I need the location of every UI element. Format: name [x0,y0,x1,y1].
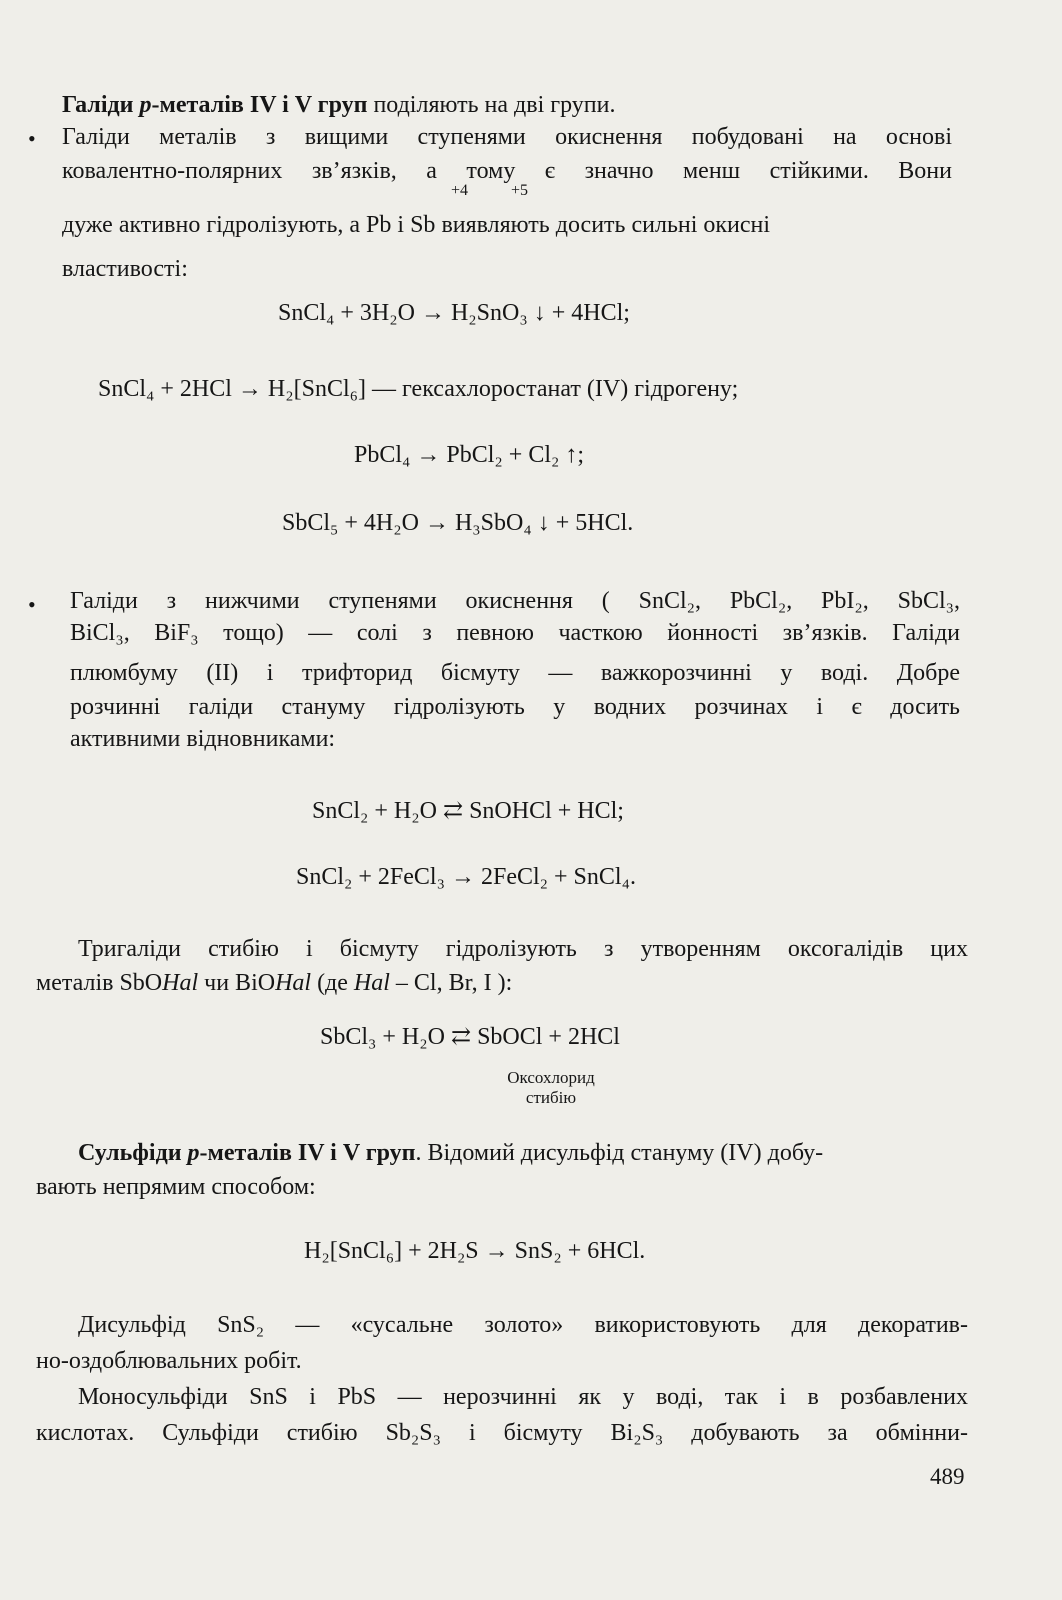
bullet1-line1: Галіди металів з вищими ступенями окиснення побудовані на основі [62,124,952,150]
sulfides-line2: вають непрямим способом: [36,1174,316,1200]
disulfide-line1: Дисульфід SnS₂ — «сусальне золото» використовують для декоратив- [78,1312,968,1338]
bullet1-line4: властивості: [62,256,188,282]
trihalides-line2: металів SbOHal чи BiOHal (де Hal – Cl, Br, I ): [36,970,513,996]
equation-7-label: Оксохлорид стибію [507,1068,595,1107]
disulfide-line2: но-оздоблювальних робіт. [36,1348,302,1374]
bullet1-line3: дуже активно гідролізують, а Pb і Sb виявляють досить сильні окисні [62,212,771,238]
equation-3: PbCl₄ → PbCl₂ + Cl₂ ↑; [354,442,585,468]
equation-5: SnCl₂ + H₂O ⇄ SnOHCl + HCl; [312,798,624,824]
sulfides-line1: Сульфіди p-металів IV і V груп. Відомий дисульфід стануму (IV) добу- [78,1140,824,1166]
monosulfides-line2: кислотах. Сульфіди стибію Sb₂S₃ і бісмуту Bi₂S₃ добувають за обмінни- [36,1420,968,1446]
bullet2-line1: Галіди з нижчими ступенями окиснення ( SnCl₂, PbCl₂, PbI₂, SbCl₃, [70,588,960,614]
page-number: 489 [930,1464,965,1489]
oxidation-state-sb: +5 [511,182,529,199]
equation-8: H₂[SnCl₆] + 2H₂S → SnS₂ + 6HCl. [304,1238,646,1264]
bold-term: Галіди [62,92,140,118]
equation-2: SnCl₄ + 2HCl → H₂[SnCl₆] — гексахлоростанат (IV) гідрогену; [98,376,739,402]
monosulfides-line1: Моносульфіди SnS і PbS — нерозчинні як у воді, так і в розбавлених [78,1384,968,1410]
bullet2-line5: активними відновниками: [70,726,336,752]
oxidation-state-pb: +4 [451,182,469,199]
bullet2-line3: плюмбуму (II) і трифторид бісмуту — важкорозчинні у воді. Добре [70,660,960,686]
bullet-marker: • [28,126,36,151]
bullet1-line2: ковалентно-полярних зв’язків, а тому є значно менш стійкими. Вони [62,158,952,184]
bullet2-line4: розчинні галіди стануму гідролізують у водних розчинах і є досить [70,694,960,720]
bullet-marker: • [28,592,36,617]
trihalides-line1: Тригаліди стибію і бісмуту гідролізують з утворенням оксогалідів цих [78,936,968,962]
equation-1: SnCl₄ + 3H₂O → H₂SnO₃ ↓ + 4HCl; [278,300,630,326]
equation-7: SbCl₃ + H₂O ⇄ SbOCl + 2HCl [320,1024,620,1050]
bullet2-line2: BiCl₃, BiF₃ тощо) — солі з певною часткою йонності зв’язків. Галіди [70,620,960,646]
equation-6: SnCl₂ + 2FeCl₃ → 2FeCl₂ + SnCl₄. [296,864,636,890]
equation-4: SbCl₅ + 4H₂O → H₃SbO₄ ↓ + 5HCl. [282,510,634,536]
paragraph-halides-intro: Галіди p-металів IV і V груп поділяють на дві групи. [62,92,616,118]
